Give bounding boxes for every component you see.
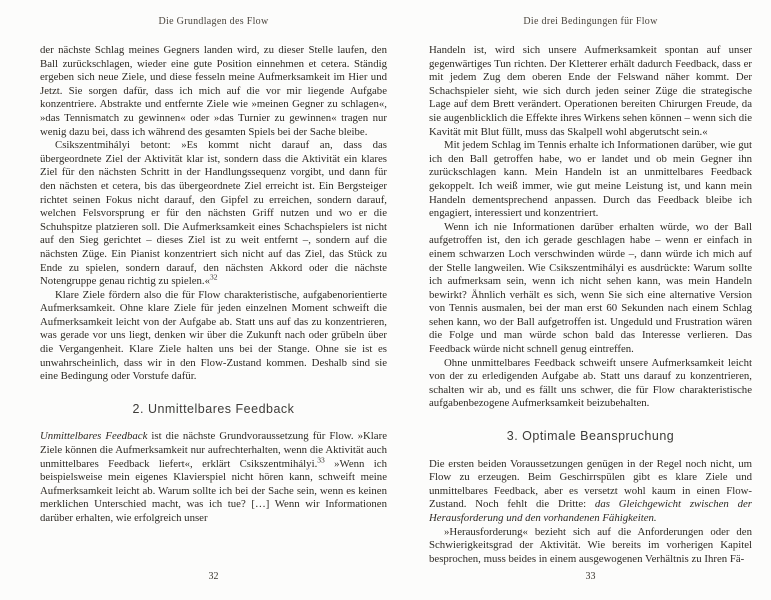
text-run: Ohne unmittelbares Feedback schweift unsere Aufmerksamkeit leicht von der zu erledigenden Aufgabe ab. Statt uns darauf zu konzentrieren, schalten wir ab, und es fällt uns schwer, die für Flow charakteristische aufgabenbezogene Aufmerksamkeit beizubehalten. [429,356,752,410]
right-page-body [429,44,752,566]
text-run: Wenn ich nie Informationen darüber erhalten würde, wo der Ball aufgetroffen ist, den ich gerade geschlagen habe – wenn er einfach in einem schwarzen Loch verschwinden würde –, dann würde ich mich auf der Stelle langweilen. Wie Csikszentmihályi es ausdrückte: Warum sollte ich aufmerksam sein, wenn ich nicht sehen kann, was mein Handeln bewirkt? Ähnlich verhält es sich, wenn Sie sich eine alternative Version von Tennis ausmalen, bei der man erst 60 Sekunden nach einem Schlag sehen kann, wo der Ball aufgetroffen ist. Ungeduld und Frustration wären die Folge und man würde schon bald das Interesse verlieren. Das Feedback würde nicht schnell genug eintreffen. [429,220,752,356]
text-run: Die ersten beiden Voraussetzungen genügen in der Regel noch nicht, um Flow zu erzeugen. Beim Geschirrspülen gibt es klare Ziele und unmittelbares Feedback, aber es versetzt wohl kaum in einen Flow-Zustand. Noch fehlt die Dritte: [429,457,752,511]
text-run: »Herausforderung« bezieht sich auf die Anforderungen oder den Schwierigkeitsgrad der Aktivität. Wie bereits im vorherigen Kapitel besprochen, muss beides in einem ausgewogenen Verhältnis zu Ihren Fä- [429,525,752,565]
text-run: Klare Ziele fördern also die für Flow charakteristische, aufgabenorientierte Aufmerksamkeit. Ohne klare Ziele für jeden einzelnen Moment schweift die Aufmerksamkeit leicht von der Aufgabe ab. Statt uns auf das zu konzentrieren, was gerade vor uns liegt, denken wir über die Zukunft nach oder grübeln über die Vergangenheit. Klare Ziele halten uns bei der Stange. Ohne sie ist es unwahrscheinlich, dass wir in den Flow-Zustand kommen. Deshalb sind sie eine Bedingung oder Vorstufe dafür. [40,288,387,383]
text-run: der nächste Schlag meines Gegners landen wird, zu dieser Stelle laufen, den Ball zurückschlagen, wieder eine gute Position einnehmen et cetera. Ständig ergeben sich neue Ziele, und diese fesseln meine Aufmerksamkeit im Hier und Jetzt. Sie sorgen dafür, dass ich mich auf die vor mir liegende Aufgabe konzentriere. Abstrakte und entfernte Ziele wie »meinen Gegner zu schlagen«, »das Tennismatch zu gewinnen« oder »das Turnier zu gewinnen« tragen nur wenig dazu bei, dass ich während des gesamten Spiels bei der Sache bleibe. [40,44,387,138]
left-page [40,0,387,600]
section-heading [40,403,387,417]
text-run: »Wenn ich beispielsweise mein eigenes Klavierspiel nicht hören kann, schweift meine Aufmerksamkeit leicht ab. Warum sollte ich bei der Sache sein, wenn es keinen merklichen Unterschied macht, was ich tue? […] Wenn wir Informationen darüber erhalten, wie erfolgreich unser [40,457,387,524]
paragraph [40,139,387,289]
paragraph [40,289,387,384]
text-run: Csikszentmihályi betont: »Es kommt nicht darauf an, dass das übergeordnete Ziel der Aktivität klar ist, sondern dass die Aktivität ein klares Ziel für den nächsten Schritt in der Handlungssequenz vorgibt, und dann für den nächsten et cetera, bis das übergeordnete Ziel erreicht ist. Ein Bergsteiger richtet seinen Fokus nicht darauf, den Gipfel zu erreichen, sondern darauf, welchen Felsvorsprung er für den nächsten Griff nutzen und wo er die Schuhspitze platzieren soll. Die Aufmerksamkeit eines Schachspielers ist nicht auf den Sieg gerichtet – dieses Ziel ist zu weit entfernt –, sondern auf die nächsten Züge. Ein Pianist konzentriert sich nicht auf das Ziel, das Stück zu Ende zu spielen, sondern darauf, den nächsten Akkord oder die nächste Notengruppe genau richtig zu spielen.« [40,139,387,288]
paragraph [429,458,752,526]
running-head-right: Die drei Bedingungen für Flow [523,16,658,27]
page-number-right: 33 [585,571,596,582]
footnote-marker: 33 [317,455,325,465]
paragraph [40,44,387,139]
text-run: Mit jedem Schlag im Tennis erhalte ich Informationen darüber, wie gut ich den Ball getroffen habe, wo er landet und ob mein Gegner ihn zurückschlagen kann. Mein Handeln ist an unmittelbares Feedback gekoppelt. Ich weiß immer, wie gut meine Leistung ist, und kann mein Handeln dementsprechend anpassen. Durch das Feedback bleibe ich engagiert, interessiert und konzentriert. [429,139,752,220]
right-page [429,0,752,600]
emphasized-text: Unmittelbares Feedback [40,430,148,443]
paragraph [40,430,387,525]
paragraph [429,44,752,139]
left-page-body [40,44,387,566]
text-run: ist die nächste Grundvoraussetzung für Flow. »Klare Ziele können die Aufmerksamkeit nur aufrechterhalten, wenn die Aktivität auch unmittelbares Feedback liefert«, erklärt Csikszentmihályi. [40,430,387,470]
paragraph [429,526,752,566]
section-heading [429,430,752,444]
paragraph [429,139,752,221]
paragraph [429,357,752,411]
text-run: Handeln ist, wird sich unsere Aufmerksamkeit spontan auf unser gegenwärtiges Tun richten. Der Kletterer erhält dadurch Feedback, dass er mit jedem Zug dem oberen Ende der Felswand näher kommt. Der Schachspieler sieht, wie sich durch jeden seiner Züge die strategische Lage auf dem Brett verändert. Operationen bereiten Chirurgen Freude, da sie augenblicklich die Effekte ihres Wirkens sehen können – wenn sich die Kavität mit Blut füllt, muss das Skalpell wohl abgerutscht sein.« [429,44,752,138]
paragraph [429,221,752,357]
footnote-marker: 32 [210,272,218,282]
running-head-left: Die Grundlagen des Flow [158,16,269,27]
text-run: 3. Optimale Beanspruchung [506,429,675,444]
emphasized-text: das Gleichgewicht zwischen der Herausforderung und den vorhandenen Fähigkeiten. [429,498,752,524]
page-number-left: 32 [208,571,219,582]
text-run: 2. Unmittelbares Feedback [132,401,295,416]
